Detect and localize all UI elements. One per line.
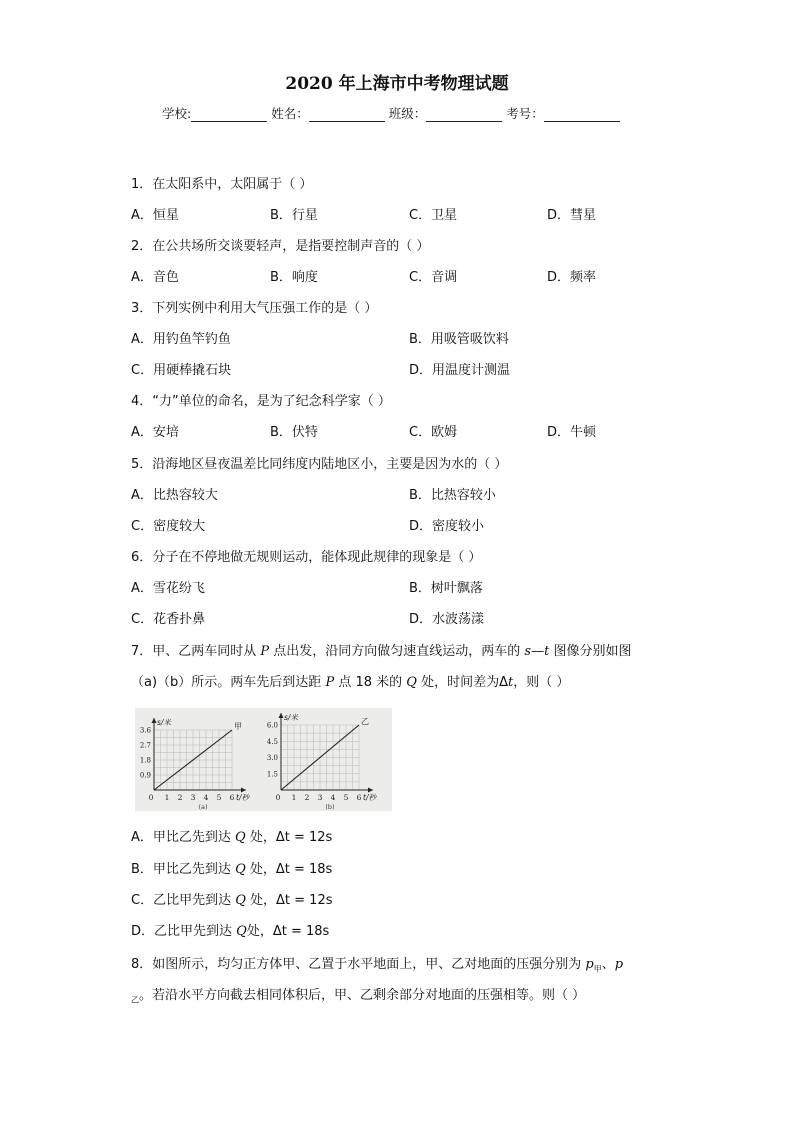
question-3-option-d: D．用温度计测温 (409, 363, 511, 378)
option-text: 处，Δt = 18s (246, 924, 330, 939)
question-6-stem: 6．分子在不停地做无规则运动，能体现此规律的现象是（ ） (131, 550, 482, 565)
y-axis-label: s/米 (157, 718, 171, 727)
question-2-stem: 2．在公共场所交谈要轻声，是指要控制声音的（ ） (131, 239, 430, 254)
question-6-option-d: D．水波荡漾 (409, 612, 485, 627)
question-7-stem-line-2 (131, 671, 569, 690)
question-6-option-a: A．雪花纷飞 (131, 581, 205, 596)
q8-p-symbol: p (614, 957, 624, 972)
y-tick-label: 3.6 (139, 726, 151, 735)
question-5-stem: 5．沿海地区昼夜温差比同纬度内陆地区小，主要是因为水的（ ） (131, 457, 508, 472)
x-axis-label: t/秒 (363, 793, 376, 802)
q7-text: ，则（ ） (513, 675, 570, 690)
x-tick-label: 5 (343, 793, 349, 802)
option-text: 处，Δt = 12s (245, 830, 333, 845)
question-5-option-c: C．密度较大 (131, 519, 206, 534)
option-text: B．甲比乙先到达 (131, 862, 236, 877)
y-tick-label: 1.5 (266, 770, 278, 779)
q7-text: 点 18 米的 (334, 675, 407, 690)
x-tick-label: 2 (177, 793, 183, 802)
class-label: 班级： (388, 106, 427, 121)
question-7-option-d (131, 920, 329, 939)
question-7-option-b (131, 858, 332, 877)
question-5-option-b: B．比热容较小 (409, 488, 496, 503)
x-tick-label: 3 (317, 793, 323, 802)
q7-t-symbol: t (507, 675, 514, 690)
q7-point-q: Q (235, 862, 246, 877)
school-field[interactable] (191, 107, 267, 122)
q7-text: （a)（b）所示。两车先后到达距 (131, 675, 326, 690)
question-1-stem: 1．在太阳系中，太阳属于（ ） (131, 177, 313, 192)
question-7-stem-line-1 (131, 640, 631, 659)
y-tick-label: 0.9 (139, 771, 151, 780)
question-3-stem: 3．下列实例中利用大气压强工作的是（ ） (131, 301, 378, 316)
option-text: A．甲比乙先到达 (131, 830, 236, 845)
question-4-option-c: C．欧姆 (409, 425, 458, 440)
student-info-row (162, 104, 682, 122)
x-axis-label: t/秒 (236, 793, 249, 802)
question-3-option-a: A．用钓鱼竿钓鱼 (131, 332, 231, 347)
question-3-option-c: C．用硬棒撬石块 (131, 363, 232, 378)
question-1-option-a: A．恒星 (131, 208, 179, 223)
x-tick-label: 3 (190, 793, 196, 802)
x-tick-label: 2 (304, 793, 310, 802)
question-8-stem-line-2 (131, 984, 585, 1006)
page-title: 2020 年上海市中考物理试题 (285, 74, 509, 94)
question-3-option-b: B．用吸管吸饮料 (409, 332, 509, 347)
y-tick-label: 6.0 (266, 721, 278, 730)
q7-point-p: P (260, 644, 270, 659)
option-text: C．乙比甲先到达 (131, 893, 236, 908)
name-label: 姓名： (271, 106, 309, 121)
q7-st-symbol: s—t (524, 644, 550, 659)
q7-text: 图像分别如图 (549, 644, 632, 659)
panel-label: (a) (198, 803, 208, 811)
x-tick-label: 4 (203, 793, 209, 802)
q7-point-q: Q (235, 830, 246, 845)
option-text: D．乙比甲先到达 (131, 924, 237, 939)
question-1-option-d: D．彗星 (547, 208, 597, 223)
question-8-stem-line-1 (131, 953, 623, 975)
q7-point-q: Q (406, 675, 417, 690)
q7-text: 7．甲、乙两车同时从 (131, 644, 261, 659)
q8-text: 、 (601, 957, 615, 972)
q7-point-q: Q (235, 893, 246, 908)
q8-p-symbol: p (585, 957, 594, 972)
name-field[interactable] (309, 107, 385, 122)
y-tick-label: 1.8 (139, 756, 151, 765)
question-2-option-a: A．音色 (131, 270, 179, 285)
series-label: 甲 (234, 722, 242, 731)
y-axis-label: s/米 (284, 713, 298, 722)
question-1-option-c: C．卫星 (409, 208, 458, 223)
question-4-stem: 4．“力”单位的命名，是为了纪念科学家（ ） (131, 394, 391, 409)
panel-label: (b) (325, 803, 335, 811)
x-tick-label: 4 (330, 793, 336, 802)
option-text: 处，Δt = 12s (245, 893, 333, 908)
question-6-option-c: C．花香扑鼻 (131, 612, 206, 627)
q7-text: 处，时间差为Δ (416, 675, 508, 690)
question-7-option-c (131, 889, 333, 908)
question-5-option-a: A．比热容较大 (131, 488, 218, 503)
q7-text: 点出发，沿同方向做匀速直线运动，两车的 (269, 644, 525, 659)
x-tick-label: 5 (216, 793, 222, 802)
series-label: 乙 (361, 717, 369, 726)
question-5-option-d: D．密度较小 (409, 519, 485, 534)
y-tick-label: 2.7 (139, 741, 151, 750)
x-tick-label: 6 (356, 793, 362, 802)
y-tick-label: 4.5 (266, 737, 278, 746)
question-4-option-b: B．伏特 (270, 425, 318, 440)
question-2-option-c: C．音调 (409, 270, 458, 285)
school-label: 学校: (162, 106, 192, 121)
question-1-option-b: B．行星 (270, 208, 318, 223)
q8-text: 8．如图所示，均匀正方体甲、乙置于水平地面上，甲、乙对地面的压强分别为 (131, 957, 586, 972)
class-field[interactable] (426, 107, 502, 122)
question-4-option-a: A．安培 (131, 425, 179, 440)
x-tick-label: 1 (291, 793, 297, 802)
x-tick-label: 0 (148, 793, 154, 802)
x-tick-label: 1 (164, 793, 170, 802)
question-4-option-d: D．牛顿 (547, 425, 597, 440)
question-2-option-d: D．频率 (547, 270, 597, 285)
question-6-option-b: B．树叶飘落 (409, 581, 483, 596)
x-tick-label: 0 (275, 793, 281, 802)
q7-point-p: P (325, 675, 335, 690)
q8-subscript: 甲 (593, 964, 602, 974)
q8-text: 。若沿水平方向截去相同体积后，甲、乙剩余部分对地面的压强相等。则（ ） (139, 988, 586, 1003)
q8-subscript: 乙 (131, 995, 139, 1005)
question-2-option-b: B．响度 (270, 270, 318, 285)
question-7-option-a (131, 826, 332, 845)
option-text: 处，Δt = 18s (245, 862, 333, 877)
exam-no-label: 考号： (506, 106, 544, 121)
exam-no-field[interactable] (544, 107, 620, 122)
y-tick-label: 3.0 (266, 754, 278, 762)
x-tick-label: 6 (229, 793, 235, 802)
q7-point-q: Q (236, 924, 247, 939)
q7-st-graphs (135, 708, 392, 811)
